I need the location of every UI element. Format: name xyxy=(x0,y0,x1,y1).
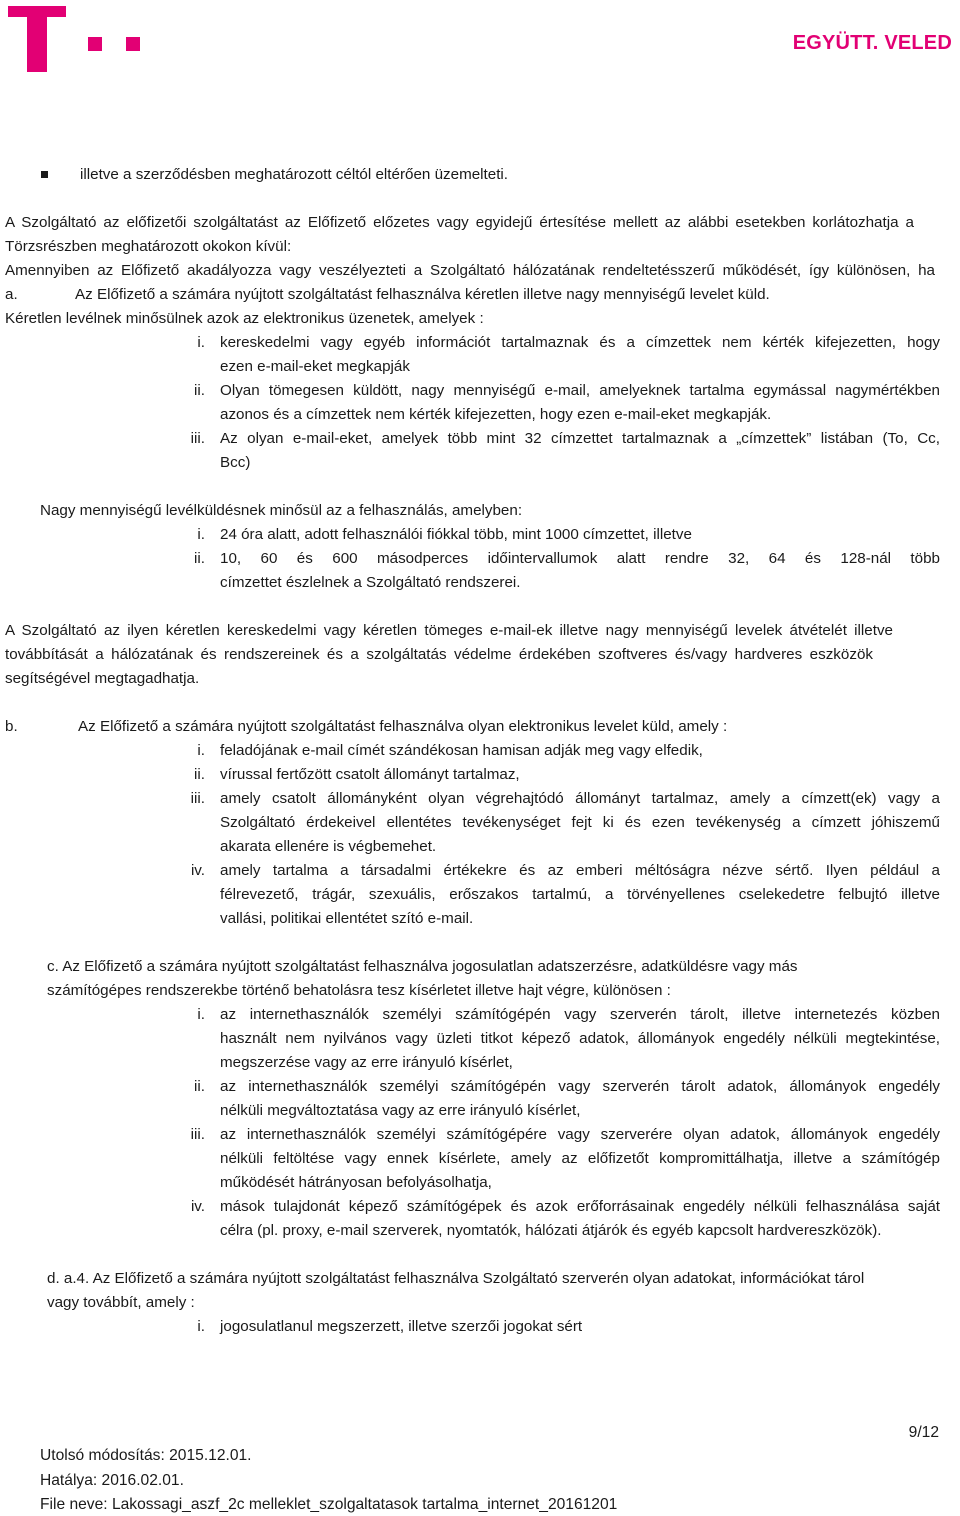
text-line: Szolgáltató érdekeivel ellentétes tevékenységet fejt ki és ezen tevékenység a címzett jóhiszemű xyxy=(220,814,940,831)
footer-effective-date: Hatálya: 2016.02.01. xyxy=(40,1472,184,1489)
text-line: Olyan tömegesen küldött, nagy mennyiségű e-mail, amelyeknek tartalma egymással nagymértékben xyxy=(220,382,940,399)
brand-slogan: EGYÜTT. VELED xyxy=(792,32,952,54)
item-letter: a. xyxy=(5,286,18,303)
text-line: nélküli megváltoztatása vagy az erre irányuló kísérlet, xyxy=(220,1102,581,1119)
list-numeral: iv. xyxy=(190,1198,205,1215)
logo-t-stem xyxy=(27,6,47,72)
list-numeral: iii. xyxy=(190,430,205,447)
text-line: címzettet észlelnek a Szolgáltató rendszerei. xyxy=(220,574,521,591)
text-line: feladójának e-mail címét szándékosan hamisan adják meg vagy elfedik, xyxy=(220,742,703,759)
page-number: 9/12 xyxy=(908,1424,939,1441)
text-line: kereskedelmi vagy egyéb információt tartalmaznak és a címzettek nem kérték kifejezetten, hogy xyxy=(220,334,940,351)
text-line: d. a.4. Az Előfizető a számára nyújtott szolgáltatást felhasználva Szolgáltató szerverén olyan adatokat, információkat tárol xyxy=(47,1270,865,1287)
text-line: Nagy mennyiségű levélküldésnek minősül az a felhasználás, amelyben: xyxy=(40,502,523,519)
text-line: célra (pl. proxy, e-mail szerverek, nyomtatók, hálózati átjárók és egyéb kapcsolt hardvereszközök). xyxy=(220,1222,882,1239)
text-line: Az olyan e-mail-eket, amelyek több mint 32 címzettet tartalmaznak a „címzettek” listában (To, Cc, xyxy=(220,430,940,447)
list-numeral: i. xyxy=(197,1318,205,1335)
list-numeral: ii. xyxy=(194,550,205,567)
text-line: vírussal fertőzött csatolt állományt tartalmaz, xyxy=(220,766,520,783)
text-line: továbbítását a hálózatának és rendszereinek és a szolgáltatás védelme érdekében szoftveres és/vagy hardveres eszközök xyxy=(5,646,873,663)
logo-square-2 xyxy=(126,37,140,51)
text-line: az internethasználók személyi számítógépére vagy szerverére olyan adatok, állományok engedély xyxy=(220,1126,940,1143)
text-line: c. Az Előfizető a számára nyújtott szolgáltatást felhasználva jogosulatlan adatszerzésre, adatküldésre vagy más xyxy=(47,958,798,975)
footer-modified-date: Utolsó módosítás: 2015.12.01. xyxy=(40,1447,252,1464)
text-line: számítógépes rendszerekbe történő behatolásra tesz kísérletet illetve hajt végre, különösen : xyxy=(47,982,671,999)
list-numeral: i. xyxy=(197,526,205,543)
list-numeral: ii. xyxy=(194,382,205,399)
text-line: A Szolgáltató az előfizetői szolgáltatást az Előfizető előzetes vagy egyidejű értesítése mellett az alábbi esetekben korlátozhatja a xyxy=(5,214,914,231)
list-numeral: iv. xyxy=(190,862,205,879)
text-line: megszerzése vagy az erre irányuló kísérlet, xyxy=(220,1054,513,1071)
footer-filename: File neve: Lakossagi_aszf_2c melleklet_szolgaltatasok tartalma_internet_20161201 xyxy=(40,1496,618,1513)
text-line: Az Előfizető a számára nyújtott szolgáltatást felhasználva kéretlen illetve nagy mennyiségű levelet küld. xyxy=(75,286,770,303)
text-line: ezen e-mail-eket megkapják xyxy=(220,358,410,375)
text-line: vallási, politikai ellentétet szító e-mail. xyxy=(220,910,474,927)
item-letter: b. xyxy=(5,718,18,735)
text-line: amely tartalma a társadalmi értékekre és az emberi méltóságra nézve sértő. Ilyen például a xyxy=(220,862,940,879)
list-numeral: iii. xyxy=(190,1126,205,1143)
text-line: A Szolgáltató az ilyen kéretlen kereskedelmi vagy kéretlen tömeges e-mail-ek illetve nagy mennyiségű levelek átvételét illetve xyxy=(5,622,893,639)
list-numeral: ii. xyxy=(194,766,205,783)
text-line: amely csatolt állományként olyan végrehajtódó állományt tartalmaz, amely a címzett(ek) vagy a xyxy=(220,790,940,807)
text-line: Kéretlen levélnek minősülnek azok az elektronikus üzenetek, amelyek : xyxy=(5,310,484,327)
text-line: Törzsrészben meghatározott okokon kívül: xyxy=(5,238,292,255)
text-line: 10, 60 és 600 másodperces időintervallumok alatt rendre 32, 64 és 128-nál több xyxy=(220,550,940,567)
text-line: az internethasználók személyi számítógépén vagy szerverén tárolt, illetve internetezés közben xyxy=(220,1006,940,1023)
text-line: Az Előfizető a számára nyújtott szolgáltatást felhasználva olyan elektronikus levelet küld, amely : xyxy=(78,718,728,735)
text-line: jogosulatlanul megszerzett, illetve szerzői jogokat sért xyxy=(220,1318,583,1335)
text-line: 24 óra alatt, adott felhasználói fiókkal több, mint 1000 címzettet, illetve xyxy=(220,526,692,543)
text-line: félrevezető, trágár, szexuális, erőszakos tartalmú, a törvényellenes cselekedetre felbujtó illetve xyxy=(220,886,940,903)
text-line: azonos és a címzettek nem kérték kifejezetten, hogy ezen e-mail-eket megkapják. xyxy=(220,406,772,423)
logo-square-1 xyxy=(88,37,102,51)
list-numeral: i. xyxy=(197,1006,205,1023)
text-line: vagy továbbít, amely : xyxy=(47,1294,195,1311)
list-numeral: i. xyxy=(197,742,205,759)
list-numeral: iii. xyxy=(190,790,205,807)
text-line: segítségével megtagadhatja. xyxy=(5,670,200,687)
text-line: használt nem nyilvános vagy üzleti titkot képező adatok, állományok engedély nélküli megtekintése, xyxy=(220,1030,940,1047)
text-line: illetve a szerződésben meghatározott céltól eltérően üzemelteti. xyxy=(80,166,509,183)
list-numeral: i. xyxy=(197,334,205,351)
telekom-logo xyxy=(8,6,148,72)
text-line: mások tulajdonát képező számítógépek és azok erőforrásainak engedély nélküli felhasználása saját xyxy=(220,1198,940,1215)
text-line: működését hátrányosan befolyásolhatja, xyxy=(220,1174,492,1191)
text-line: Amennyiben az Előfizető akadályozza vagy veszélyezteti a Szolgáltató hálózatának rendeltetésszerű működését, így különösen, ha xyxy=(5,262,935,279)
text-line: nélküli feltöltése vagy ennek kísérlete, amely az előfizetőt kompromittálhatja, illetve a számítógép xyxy=(220,1150,940,1167)
text-line: az internethasználók személyi számítógépén vagy szerverén tárolt adatok, állományok engedély xyxy=(220,1078,940,1095)
text-line: akarata ellenére is végbemehet. xyxy=(220,838,437,855)
bullet-icon xyxy=(41,171,48,178)
text-line: Bcc) xyxy=(220,454,251,471)
list-numeral: ii. xyxy=(194,1078,205,1095)
